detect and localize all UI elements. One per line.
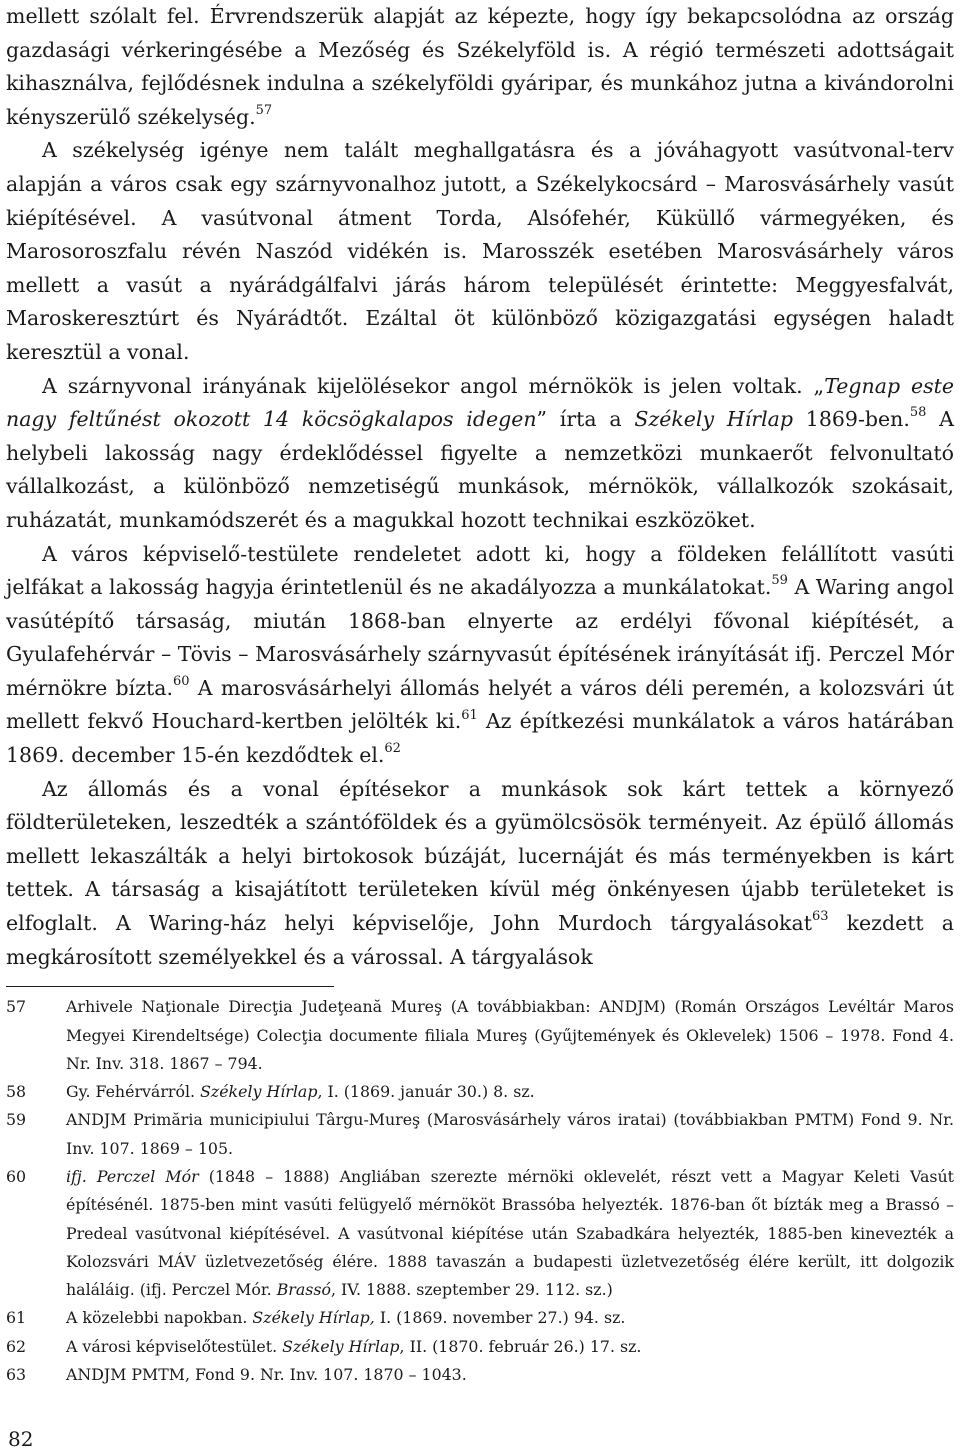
paragraph (6, 134, 954, 369)
footnote (6, 1163, 954, 1304)
paragraph (6, 0, 954, 134)
footnote-reference: 63 (811, 909, 829, 925)
footnote-reference: 58 (909, 405, 927, 421)
text-run: kezdett a megkárosított személyekkel és a várossal. A tárgyalások (6, 911, 955, 969)
footnote (6, 1333, 954, 1361)
text-run: A városi képviselőtestület. (66, 1336, 283, 1356)
italic-text: Székely Hírlap, (252, 1308, 375, 1328)
footnote-text (66, 1106, 954, 1163)
footnote-reference: 59 (771, 573, 788, 589)
italic-text: Székely Hírlap (634, 407, 793, 432)
footnote-number: 63 (6, 1365, 27, 1385)
paragraph (6, 773, 954, 975)
paragraph (6, 370, 954, 538)
text-run: ANDJM Primăria municipiului Târgu-Mureş (Marosvásárhely város iratai) (továbbiakban PMTM) Fond 9. Nr. Inv. 107. 1869 – 105. (66, 1110, 954, 1158)
footnote-divider (6, 986, 334, 987)
footnote-reference: 62 (384, 741, 401, 757)
text-run: A közelebbi napokban. (66, 1308, 253, 1328)
text-run: , I. (1869. január 30.) 8. sz. (317, 1082, 535, 1102)
text-run: A marosvásárhelyi állomás helyét a város déli peremén, a kolozsvári út mellett fekvő Houchard-kertben jelölték ki. (6, 675, 954, 734)
footnote-reference: 60 (173, 674, 190, 690)
text-run: Az építkezési munkálatok a város határában 1869. december 15-én kezdődtek el. (6, 709, 954, 768)
text-run: mellett szólalt fel. Érvrendszerük alapját az képezte, hogy így bekapcsolódna az ország gazdasági vérkeringésébe a Mezőség és Székelyföld is. A régió természeti adottságait kihasználva, fejlődésnek indulna a székelyföldi gyáripar, és munkához jutna a kivándorolni kényszerülő székelység. (6, 4, 954, 129)
italic-text: ifj. Perczel Mór (66, 1167, 199, 1186)
paragraph (6, 538, 954, 773)
footnote-number: 60 (6, 1167, 27, 1186)
footnote-text (66, 993, 954, 1078)
text-run: ” írta a (536, 407, 635, 432)
page-number: 82 (8, 1427, 34, 1451)
text-run: (1848 – 1888) Angliában szerezte mérnöki oklevelét, részt vett a Magyar Keleti Vasút építésénél. 1875-ben mint vasúti felügyelő mérnököt Brassóba helyezték. 1876-ban őt bízták meg a Brassó – Predeal vasútvonal kiépítésével. A vasútvonal kiépítése után Szabadkára helyezték, 1885-ben kinevezték a Kolozsvári MÁV üzletvezetőség élére. 1888 tavaszán a budapesti üzletvezetőség élére került, itt dolgozik haláláig. (ifj. Perczel Mór. (66, 1167, 954, 1300)
text-run: A helybeli lakosság nagy érdeklődéssel figyelte a nemzetközi munkaerőt felvonultató vállalkozást, a különböző nemzetiségű munkások, mérnökök, vállalkozók szokásait, ruházatát, munkamódszerét és a magukkal hozott technikai eszközöket. (6, 407, 954, 532)
footnote (6, 993, 954, 1078)
footnote (6, 1106, 954, 1163)
main-text (6, 0, 954, 974)
footnote-text (66, 1163, 954, 1304)
footnote-number: 61 (6, 1308, 27, 1328)
italic-text: Tegnap este nagy feltűnést okozott 14 köcsögkalapos idegen (6, 373, 954, 432)
text-run: A Waring angol vasútépítő társaság, miután 1868-ban elnyerte az erdélyi fővonal kiépítését, a Gyulafehérvár – Tövis – Marosvásárhely szárnyvasút építésének irányítását ifj. Perczel Mór mérnökre bízta. (6, 575, 954, 700)
footnotes-section (6, 993, 954, 1389)
text-run: Az állomás és a vonal építésekor a munkások sok kárt tettek a környező földterületeken, leszedték a szántóföldek és a gyümölcsösök terményeit. Az épülő állomás mellett lekaszálták a helyi birtokosok búzáját, lucernáját és más terményekben is kárt tettek. A társaság a kisajátított területeken kívül még önkényesen újabb területeket is elfoglalt. A Waring-ház helyi képviselője, John Murdoch tárgyalásokat (6, 776, 954, 936)
footnote-number: 58 (6, 1082, 27, 1102)
text-run: A város képviselő-testülete rendeletet adott ki, hogy a földeken felállított vasúti jelfákat a lakosság hagyja érintetlenül és ne akadályozza a munkálatokat. (6, 541, 954, 600)
text-run: , II. (1870. február 26.) 17. sz. (399, 1336, 642, 1356)
footnote-text (66, 1078, 954, 1106)
italic-text: Székely Hírlap (282, 1336, 400, 1356)
text-run: A szárnyvonal irányának kijelölésekor angol mérnökök is jelen voltak. „ (42, 373, 825, 398)
text-run: A székelység igénye nem talált meghallgatásra és a jóváhagyott vasútvonal-terv alapján a város csak egy szárnyvonalhoz jutott, a Székelykocsárd – Marosvásárhely vasút kiépítésével. A vasútvonal átment Torda, Alsófehér, Küküllő vármegyéken, és Marosoroszfalu révén Naszód vidékén is. Marosszék esetében Marosvásárhely város mellett a vasút a nyárádgálfalvi járás három települését érintette: Meggyesfalvát, Maroskeresztúrt és Nyárádtőt. Ezáltal öt különböző közigazgatási egységen haladt keresztül a vonal. (6, 138, 954, 364)
text-run: 1869-ben. (793, 407, 910, 432)
footnote-reference: 57 (255, 102, 273, 118)
footnote-text (66, 1304, 954, 1332)
text-run: , IV. 1888. szeptember 29. 112. sz.) (331, 1280, 613, 1300)
footnote-number: 59 (6, 1110, 27, 1130)
italic-text: Brassó (276, 1280, 332, 1300)
document-page (6, 0, 954, 1389)
italic-text: Székely Hírlap (200, 1082, 318, 1102)
text-run: Arhivele Naţionale Direcţia Judeţeană Mureş (A továbbiakban: ANDJM) (Román Országos Levéltár Maros Megyei Kirendeltsége) Colecţia documente filiala Mureş (Gyűjtemények és Oklevelek) 1506 – 1978. Fond 4. Nr. Inv. 318. 1867 – 794. (66, 997, 954, 1073)
footnote-number: 62 (6, 1336, 27, 1356)
footnote-text (66, 1333, 954, 1361)
footnote-text (66, 1361, 954, 1389)
footnote (6, 1304, 954, 1332)
footnote (6, 1078, 954, 1106)
text-run: ANDJM PMTM, Fond 9. Nr. Inv. 107. 1870 – 1043. (66, 1365, 467, 1385)
text-run: I. (1869. november 27.) 94. sz. (374, 1308, 626, 1328)
footnote-number: 57 (6, 997, 27, 1017)
footnote-reference: 61 (461, 707, 478, 723)
text-run: Gy. Fehérvárról. (66, 1082, 201, 1102)
footnote (6, 1361, 954, 1389)
